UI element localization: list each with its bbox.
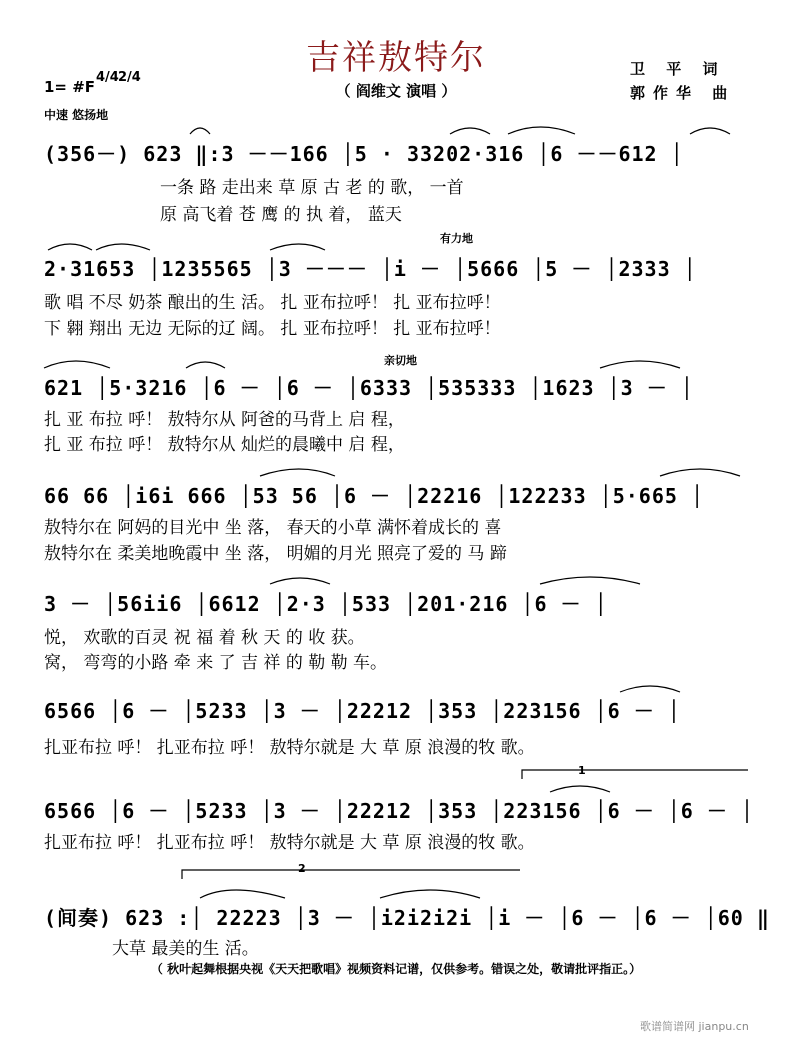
score-row-3: 621 │5·3216 │6 － │6 － │6333 │535333 │1623 │3 － │ <box>44 376 694 400</box>
lyric-line-5a: 悦， 欢歌的百灵 祝 福 着 秋 天 的 收 获。 <box>44 628 365 648</box>
key-signature: 1= #F <box>44 78 96 96</box>
song-title: 吉祥敖特尔 <box>306 38 486 78</box>
lyric-line-6: 扎亚布拉 呼！ 扎亚布拉 呼！ 敖特尔就是 大 草 原 浪漫的牧 歌。 <box>44 738 535 758</box>
expression-warm: 亲切地 <box>384 354 417 367</box>
lyric-line-2a: 歌 唱 不尽 奶茶 酿出的生 活。 扎 亚布拉呼！ 扎 亚布拉呼！ <box>44 293 501 313</box>
lyric-line-4b: 敖特尔在 柔美地晚霞中 坐 落， 明媚的月光 照亮了爱的 马 蹄 <box>44 544 507 564</box>
score-row-5: 3 － │56ii6 │6612 │2·3 │533 │201·216 │6 － │ <box>44 592 608 616</box>
lyric-line-3b: 扎 亚 布拉 呼！ 敖特尔从 灿烂的晨曦中 启 程， <box>44 435 405 455</box>
composer-credit: 郭作华 曲 <box>630 84 736 102</box>
lyric-line-7: 扎亚布拉 呼！ 扎亚布拉 呼！ 敖特尔就是 大 草 原 浪漫的牧 歌。 <box>44 833 535 853</box>
expression-powerful: 有力地 <box>440 232 473 245</box>
lyric-line-4a: 敖特尔在 阿妈的目光中 坐 落， 春天的小草 满怀着成长的 喜 <box>44 518 502 538</box>
lyricist-credit: 卫 平 词 <box>630 60 726 78</box>
score-row-4: 66 66 │i6i 666 │53 56 │6 － │22216 │122233 │5·665 │ <box>44 484 705 508</box>
lyric-line-1b: 原 高飞着 苍 鹰 的 执 着， 蓝天 <box>160 205 402 225</box>
score-row-2: 2·31653 │1235565 │3 －－－ │i － │5666 │5 － │2333 │ <box>44 257 697 281</box>
lyric-line-8: 大草 最美的生 活。 <box>112 939 259 959</box>
score-row-6: 6566 │6 － │5233 │3 － │22212 │353 │223156 │6 － │ <box>44 699 681 723</box>
score-row-8: (间奏) 623 :│ 22223 │3 － │i2i2i2i │i － │6 － │6 － │60 ‖ <box>44 906 770 930</box>
volta-2-label: 2 <box>298 862 306 875</box>
time-signature-2: 2/4 <box>118 70 141 85</box>
lyric-line-2b: 下 翱 翔出 无边 无际的辽 阔。 扎 亚布拉呼！ 扎 亚布拉呼！ <box>44 319 501 339</box>
singer-credit: （ 阎维文 演唱 ） <box>335 82 457 100</box>
lyric-line-5b: 窝， 弯弯的小路 牵 来 了 吉 祥 的 勒 勒 车。 <box>44 653 388 673</box>
watermark: 歌谱简谱网 jianpu.cn <box>640 1020 749 1033</box>
lyric-line-1a: 一条 路 走出来 草 原 古 老 的 歌， 一首 <box>160 178 464 198</box>
footer-note: （ 秋叶起舞根据央视《天天把歌唱》视频资料记谱，仅供参考。错误之处，敬请批评指正。） <box>150 962 642 976</box>
tempo-marking: 中速 悠扬地 <box>44 108 109 122</box>
score-row-7: 6566 │6 － │5233 │3 － │22212 │353 │223156 │6 － │6 － │ <box>44 799 754 823</box>
lyric-line-3a: 扎 亚 布拉 呼！ 敖特尔从 阿爸的马背上 启 程， <box>44 410 405 430</box>
score-row-1: (356－) 623 ‖:3 －－166 │5 · 33202·316 │6 －－612 │ <box>44 142 684 166</box>
time-signature-1: 4/4 <box>96 70 119 85</box>
volta-1-label: 1 <box>578 764 586 777</box>
